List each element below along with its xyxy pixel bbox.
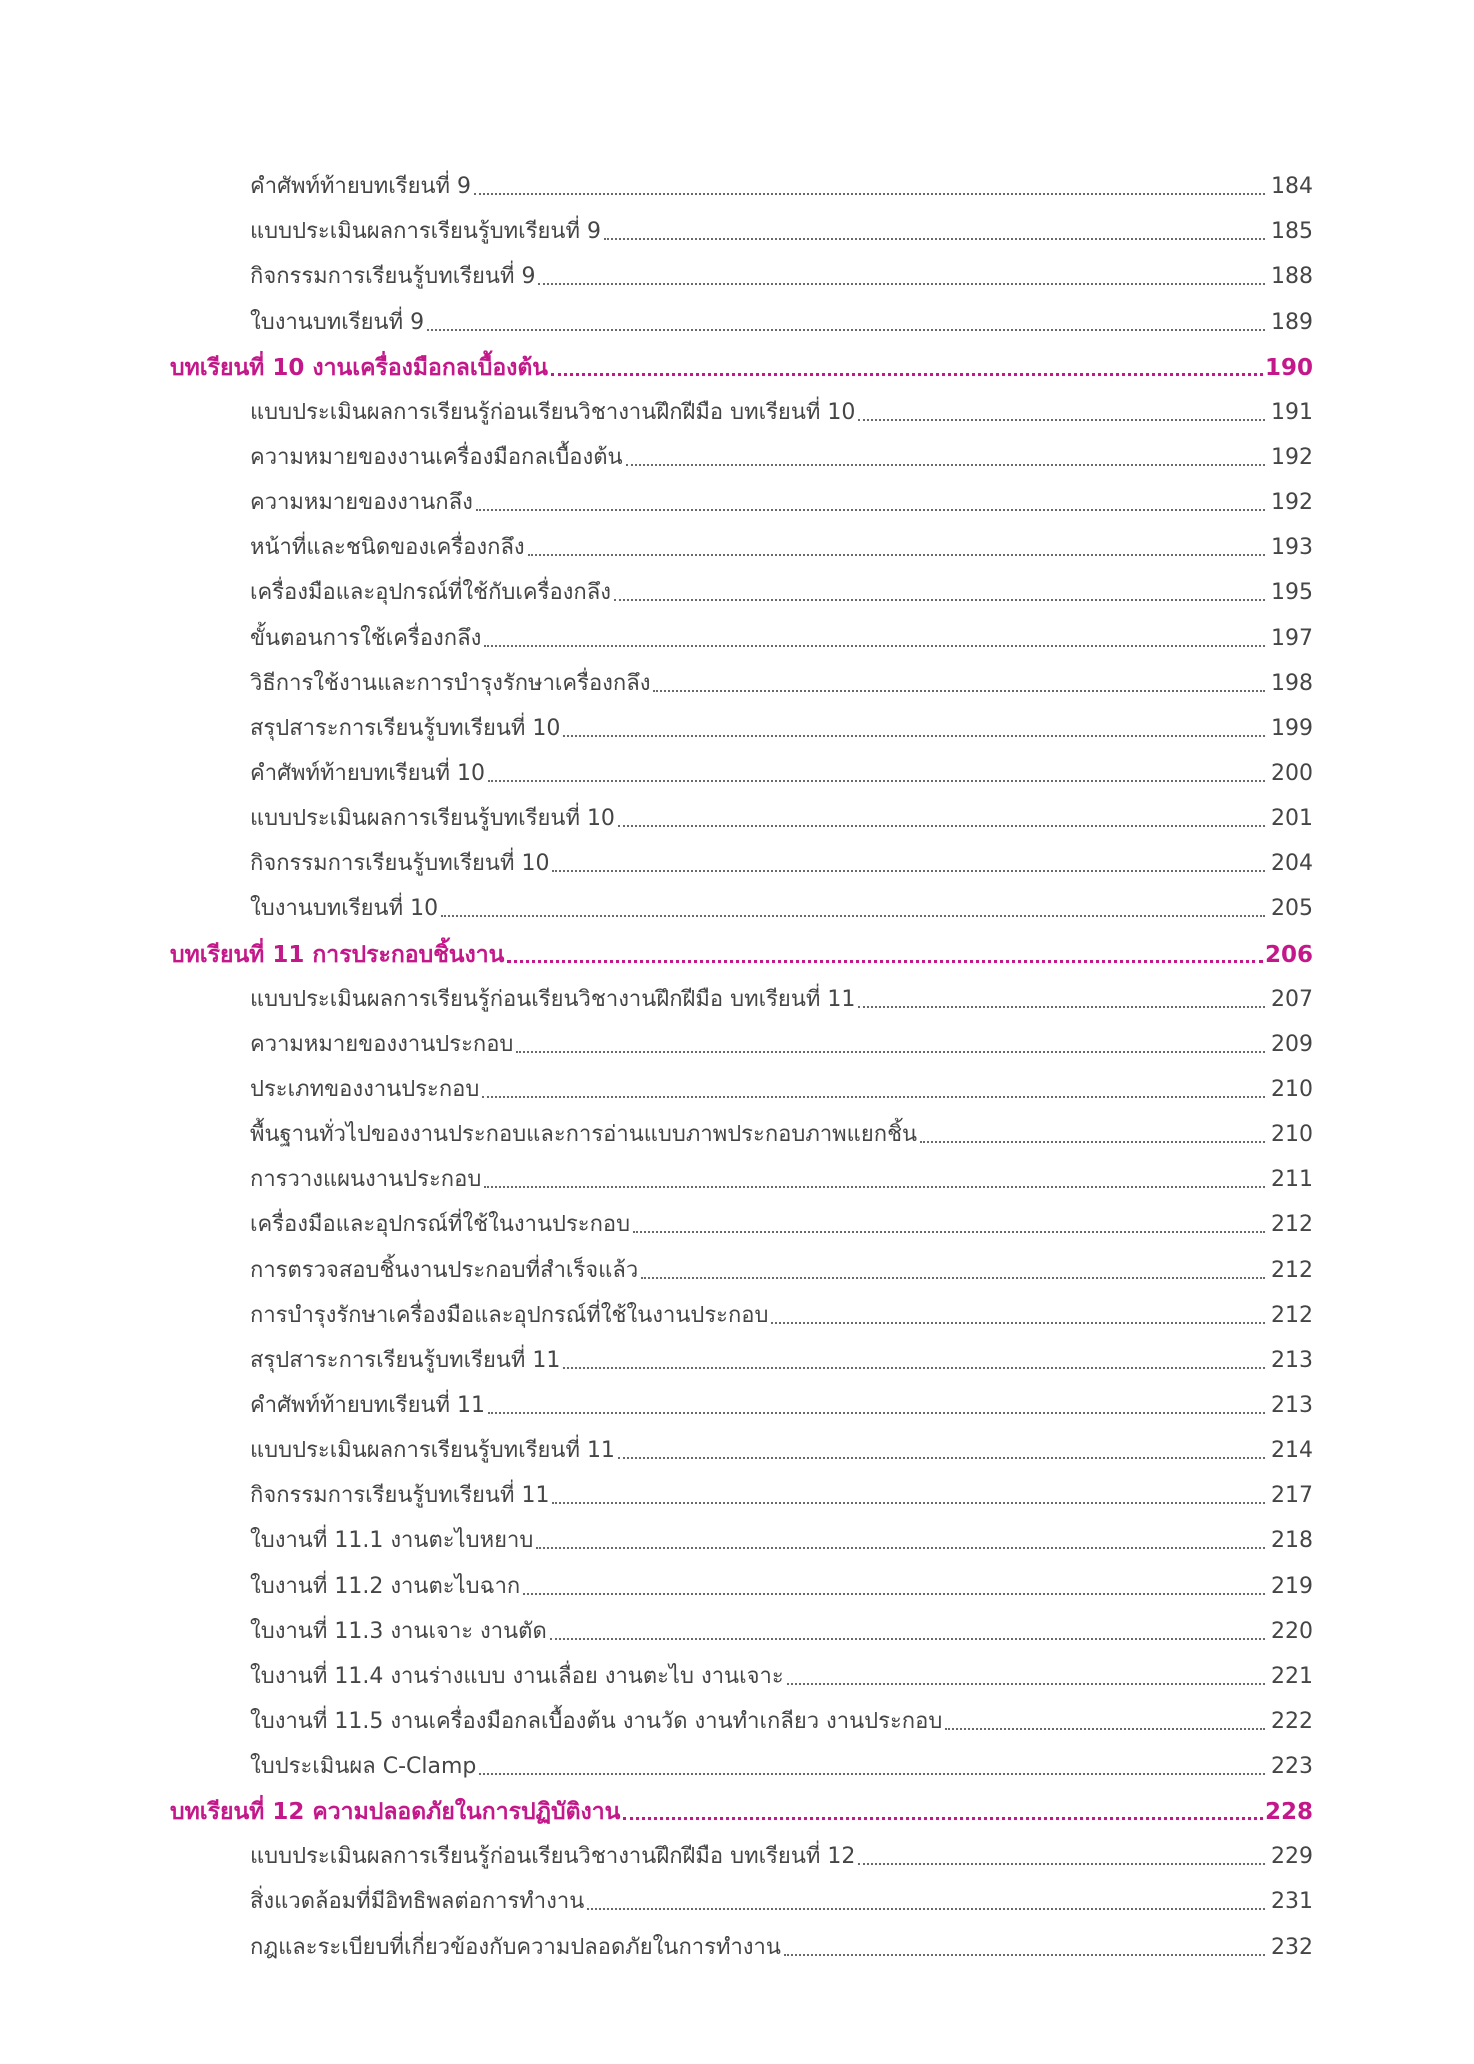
dot-leader	[484, 1186, 1265, 1188]
dot-leader	[563, 1367, 1265, 1369]
dot-leader	[618, 1457, 1265, 1459]
dot-leader	[858, 419, 1265, 421]
toc-entry-title: ใบประเมินผล C-Clamp	[250, 1754, 477, 1780]
dot-leader	[552, 1502, 1265, 1504]
toc-page-number: 228	[1264, 1799, 1313, 1826]
dot-leader	[516, 1051, 1265, 1053]
dot-leader	[523, 1593, 1265, 1595]
dot-leader	[479, 1773, 1265, 1775]
toc-entry	[250, 795, 1313, 840]
toc-entry	[250, 1156, 1313, 1201]
toc-entry	[250, 389, 1313, 434]
dot-leader	[626, 464, 1265, 466]
toc-page-number: 219	[1271, 1573, 1313, 1599]
toc-entry-title: เครื่องมือและอุปกรณ์ที่ใช้กับเครื่องกลึง	[250, 580, 611, 606]
toc-entry	[250, 750, 1313, 795]
toc-page-number: 198	[1271, 670, 1313, 696]
toc-entry-title: ใบงานบทเรียนที่ 10	[250, 896, 439, 922]
toc-page-number: 193	[1271, 535, 1313, 561]
toc-entry	[250, 1608, 1313, 1653]
toc-page-number: 207	[1271, 986, 1313, 1012]
toc-entry	[250, 1111, 1313, 1156]
toc-entry	[250, 1427, 1313, 1472]
toc-page-number: 190	[1264, 354, 1313, 381]
toc-entry	[250, 1337, 1313, 1382]
toc-page-number: 211	[1271, 1167, 1313, 1193]
toc-page-number: 188	[1271, 264, 1313, 290]
dot-leader	[618, 825, 1265, 827]
dot-leader	[474, 193, 1265, 195]
dot-leader	[484, 645, 1265, 647]
toc-entry-title: คำศัพท์ท้ายบทเรียนที่ 9	[250, 174, 472, 200]
toc-entry	[250, 1562, 1313, 1607]
dot-leader	[528, 554, 1265, 556]
toc-chapter-heading	[170, 930, 1313, 975]
toc-entry	[250, 163, 1313, 208]
toc-entry-title: ขั้นตอนการใช้เครื่องกลึง	[250, 625, 482, 651]
dot-leader	[633, 1231, 1265, 1233]
toc-page-number: 212	[1271, 1212, 1313, 1238]
dot-leader	[488, 780, 1265, 782]
toc-page-number: 201	[1271, 806, 1313, 832]
toc-entry	[250, 614, 1313, 659]
toc-entry-title: ใบงานที่ 11.3 งานเจาะ งานตัด	[250, 1618, 547, 1644]
toc-entry-title: ความหมายของงานประกอบ	[250, 1031, 514, 1057]
toc-entry	[250, 1653, 1313, 1698]
toc-page-number: 231	[1271, 1889, 1313, 1915]
toc-page-number: 192	[1271, 444, 1313, 470]
toc-page-number: 229	[1271, 1844, 1313, 1870]
toc-page-number: 199	[1271, 715, 1313, 741]
toc-entry-title: แบบประเมินผลการเรียนรู้ก่อนเรียนวิชางานฝึกฝีมือ บทเรียนที่ 10	[250, 399, 856, 425]
toc-entry-title: ใบงานที่ 11.4 งานร่างแบบ งานเลื่อย งานตะไบ งานเจาะ	[250, 1663, 784, 1689]
toc-entry	[250, 885, 1313, 930]
toc-entry-title: คำศัพท์ท้ายบทเรียนที่ 11	[250, 1392, 486, 1418]
toc-entry-title: ใบงานบทเรียนที่ 9	[250, 309, 425, 335]
toc-entry	[250, 1292, 1313, 1337]
toc-entry	[250, 1021, 1313, 1066]
toc-entry	[250, 253, 1313, 298]
dot-leader	[858, 1006, 1265, 1008]
dot-leader	[641, 1277, 1265, 1279]
toc-entry	[250, 1517, 1313, 1562]
toc-page-number: 220	[1271, 1618, 1313, 1644]
toc-entry-title: ใบงานที่ 11.2 งานตะไบฉาก	[250, 1573, 521, 1599]
toc-entry	[250, 1698, 1313, 1743]
toc-entry	[250, 705, 1313, 750]
dot-leader	[623, 1817, 1263, 1820]
toc-entry	[250, 1878, 1313, 1923]
toc-entry-title: ความหมายของงานเครื่องมือกลเบื้องต้น	[250, 444, 623, 470]
dot-leader	[784, 1954, 1265, 1956]
toc-entry-title: คำศัพท์ท้ายบทเรียนที่ 10	[250, 760, 486, 786]
toc-entry	[250, 840, 1313, 885]
toc-entry-title: แบบประเมินผลการเรียนรู้ก่อนเรียนวิชางานฝึกฝีมือ บทเรียนที่ 12	[250, 1844, 856, 1870]
dot-leader	[614, 599, 1265, 601]
toc-entry-title: สรุปสาระการเรียนรู้บทเรียนที่ 10	[250, 715, 561, 741]
toc-page-number: 195	[1271, 580, 1313, 606]
toc-entry-title: การวางแผนงานประกอบ	[250, 1167, 482, 1193]
toc-entry-title: แบบประเมินผลการเรียนรู้บทเรียนที่ 11	[250, 1438, 615, 1464]
toc-entry	[250, 208, 1313, 253]
toc-entry	[250, 1472, 1313, 1517]
toc-entry-title: กฎและระเบียบที่เกี่ยวข้องกับความปลอดภัยในการทำงาน	[250, 1934, 781, 1960]
toc-entry-title: เครื่องมือและอุปกรณ์ที่ใช้ในงานประกอบ	[250, 1212, 631, 1238]
toc-entry-title: บทเรียนที่ 11 การประกอบชิ้นงาน	[170, 941, 505, 968]
toc-entry	[250, 660, 1313, 705]
toc-entry-title: ใบงานที่ 11.5 งานเครื่องมือกลเบื้องต้น งานวัด งานทำเกลียว งานประกอบ	[250, 1708, 943, 1734]
toc-page-number: 214	[1271, 1438, 1313, 1464]
toc-page-number: 213	[1271, 1392, 1313, 1418]
dot-leader	[552, 870, 1265, 872]
toc-page-number: 197	[1271, 625, 1313, 651]
toc-entry-title: ประเภทของงานประกอบ	[250, 1076, 480, 1102]
toc-page-number: 184	[1271, 174, 1313, 200]
toc-page-number: 212	[1271, 1302, 1313, 1328]
dot-leader	[653, 690, 1265, 692]
toc-page-number: 222	[1271, 1708, 1313, 1734]
toc-page-number: 206	[1264, 941, 1313, 968]
toc-page-number: 212	[1271, 1257, 1313, 1283]
toc-entry-title: บทเรียนที่ 12 ความปลอดภัยในการปฏิบัติงาน	[170, 1799, 621, 1826]
toc-entry-title: การบำรุงรักษาเครื่องมือและอุปกรณ์ที่ใช้ในงานประกอบ	[250, 1302, 769, 1328]
toc-entry	[250, 1201, 1313, 1246]
dot-leader	[538, 283, 1265, 285]
toc-page-number: 210	[1271, 1076, 1313, 1102]
toc-entry	[250, 1246, 1313, 1291]
toc-entry-title: บทเรียนที่ 10 งานเครื่องมือกลเบื้องต้น	[170, 354, 549, 381]
table-of-contents	[0, 163, 1474, 1969]
toc-chapter-heading	[170, 1788, 1313, 1833]
dot-leader	[551, 373, 1263, 376]
toc-page-number: 218	[1271, 1528, 1313, 1554]
toc-entry-title: ใบงานที่ 11.1 งานตะไบหยาบ	[250, 1528, 534, 1554]
toc-page-number: 205	[1271, 896, 1313, 922]
dot-leader	[550, 1638, 1265, 1640]
toc-page-number: 210	[1271, 1122, 1313, 1148]
toc-entry-title: การตรวจสอบชิ้นงานประกอบที่สำเร็จแล้ว	[250, 1257, 639, 1283]
toc-page-number: 191	[1271, 399, 1313, 425]
toc-page-number: 213	[1271, 1347, 1313, 1373]
toc-entry-title: สิ่งแวดล้อมที่มีอิทธิพลต่อการทำงาน	[250, 1889, 585, 1915]
dot-leader	[771, 1322, 1265, 1324]
dot-leader	[427, 329, 1265, 331]
toc-entry-title: กิจกรรมการเรียนรู้บทเรียนที่ 9	[250, 264, 536, 290]
dot-leader	[604, 238, 1265, 240]
dot-leader	[476, 509, 1265, 511]
toc-entry-title: สรุปสาระการเรียนรู้บทเรียนที่ 11	[250, 1347, 561, 1373]
toc-chapter-heading	[170, 344, 1313, 389]
dot-leader	[787, 1683, 1265, 1685]
toc-entry	[250, 479, 1313, 524]
toc-page-number: 192	[1271, 490, 1313, 516]
toc-entry-title: พื้นฐานทั่วไปของงานประกอบและการอ่านแบบภาพประกอบภาพแยกชิ้น	[250, 1122, 918, 1148]
toc-entry	[250, 298, 1313, 343]
toc-entry-title: ความหมายของงานกลึง	[250, 490, 473, 516]
dot-leader	[858, 1863, 1265, 1865]
toc-entry-title: วิธีการใช้งานและการบำรุงรักษาเครื่องกลึง	[250, 670, 651, 696]
dot-leader	[441, 915, 1265, 917]
toc-page-number: 189	[1271, 309, 1313, 335]
toc-page-number: 217	[1271, 1483, 1313, 1509]
toc-page-number: 221	[1271, 1663, 1313, 1689]
toc-entry	[250, 434, 1313, 479]
toc-page-number: 209	[1271, 1031, 1313, 1057]
toc-page-number: 223	[1271, 1754, 1313, 1780]
toc-entry-title: กิจกรรมการเรียนรู้บทเรียนที่ 10	[250, 851, 550, 877]
dot-leader	[587, 1908, 1265, 1910]
toc-entry	[250, 1923, 1313, 1968]
toc-entry-title: แบบประเมินผลการเรียนรู้บทเรียนที่ 9	[250, 219, 601, 245]
dot-leader	[488, 1412, 1265, 1414]
dot-leader	[507, 960, 1263, 963]
dot-leader	[536, 1547, 1265, 1549]
toc-page-number: 232	[1271, 1934, 1313, 1960]
dot-leader	[563, 735, 1265, 737]
dot-leader	[920, 1141, 1265, 1143]
toc-entry	[250, 1382, 1313, 1427]
toc-entry-title: แบบประเมินผลการเรียนรู้ก่อนเรียนวิชางานฝึกฝีมือ บทเรียนที่ 11	[250, 986, 856, 1012]
toc-page-number: 204	[1271, 851, 1313, 877]
toc-entry-title: หน้าที่และชนิดของเครื่องกลึง	[250, 535, 525, 561]
toc-entry-title: แบบประเมินผลการเรียนรู้บทเรียนที่ 10	[250, 806, 615, 832]
toc-page-number: 185	[1271, 219, 1313, 245]
toc-entry	[250, 569, 1313, 614]
toc-entry	[250, 1066, 1313, 1111]
toc-page-number: 200	[1271, 760, 1313, 786]
toc-entry	[250, 524, 1313, 569]
toc-entry-title: กิจกรรมการเรียนรู้บทเรียนที่ 11	[250, 1483, 550, 1509]
toc-entry	[250, 1833, 1313, 1878]
dot-leader	[945, 1728, 1265, 1730]
toc-entry	[250, 976, 1313, 1021]
dot-leader	[482, 1096, 1265, 1098]
toc-entry	[250, 1743, 1313, 1788]
